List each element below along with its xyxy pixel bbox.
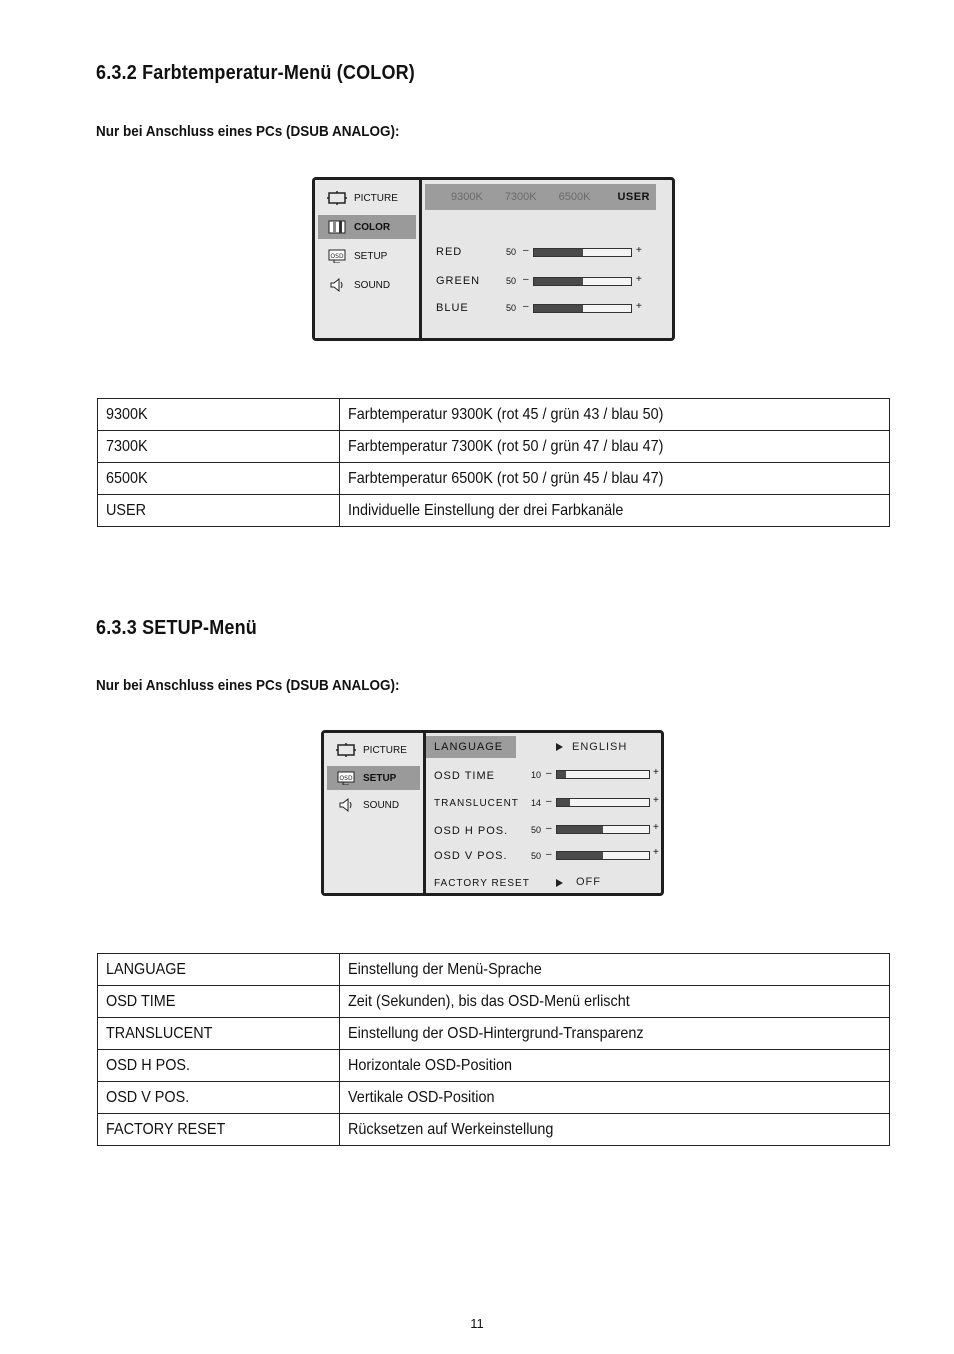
osd-menu-item-color[interactable] — [318, 215, 416, 239]
slider-osd-h-pos[interactable] — [556, 825, 650, 834]
table-row — [98, 954, 890, 986]
plus-icon[interactable]: + — [653, 795, 659, 806]
table-key: 9300K — [106, 405, 148, 423]
minus-icon[interactable]: – — [546, 849, 552, 860]
table-desc: Vertikale OSD-Position — [348, 1088, 495, 1106]
osd-menu-label: PICTURE — [354, 192, 398, 204]
slider-translucent[interactable] — [556, 798, 650, 807]
table-row — [98, 986, 890, 1018]
setup-osd-menu — [321, 730, 664, 896]
tab-9300k[interactable]: 9300K — [451, 191, 483, 203]
slider-fill — [557, 852, 603, 859]
color-temp-tabs — [425, 184, 656, 210]
plus-icon[interactable]: + — [653, 767, 659, 778]
slider-osd-v-pos[interactable] — [556, 851, 650, 860]
slider-blue[interactable] — [533, 304, 632, 313]
table-desc: Farbtemperatur 7300K (rot 50 / grün 47 / blau 47) — [348, 437, 664, 455]
plus-icon[interactable]: + — [653, 847, 659, 858]
slider-label-osd-time: OSD TIME — [434, 770, 495, 782]
slider-fill — [534, 305, 583, 312]
slider-green[interactable] — [533, 277, 632, 286]
slider-value-osd-time: 10 — [531, 770, 542, 780]
svg-text:OSD: OSD — [330, 253, 344, 260]
section-subheading-setup: Nur bei Anschluss eines PCs (DSUB ANALOG): — [96, 677, 400, 694]
slider-fill — [534, 249, 583, 256]
slider-fill — [557, 771, 566, 778]
table-desc: Horizontale OSD-Position — [348, 1056, 513, 1074]
osd-menu-label: SOUND — [354, 279, 391, 291]
plus-icon[interactable]: + — [636, 245, 642, 256]
factory-reset-label: FACTORY RESET — [434, 877, 530, 889]
osd-menu-label: PICTURE — [363, 744, 407, 756]
table-key: USER — [106, 501, 147, 519]
minus-icon[interactable]: – — [523, 274, 529, 285]
slider-label-blue: BLUE — [436, 302, 469, 314]
section-subheading-color: Nur bei Anschluss eines PCs (DSUB ANALOG): — [96, 123, 400, 140]
slider-fill — [557, 826, 603, 833]
svg-text:OSD: OSD — [339, 775, 353, 782]
table-row — [98, 1082, 890, 1114]
osd-sidebar — [315, 180, 422, 338]
table-key: FACTORY RESET — [106, 1120, 226, 1138]
picture-icon — [326, 190, 348, 206]
osd-menu-label: COLOR — [354, 221, 391, 233]
osd-main-panel — [422, 180, 672, 338]
minus-icon[interactable]: – — [546, 768, 552, 779]
arrow-right-icon — [556, 879, 563, 887]
slider-label-translucent: TRANSLUCENT — [434, 797, 519, 809]
table-desc: Einstellung der Menü-Sprache — [348, 960, 542, 978]
osd-menu-item-picture[interactable] — [318, 186, 416, 210]
table-desc: Individuelle Einstellung der drei Farbkanäle — [348, 501, 624, 519]
table-key: 7300K — [106, 437, 148, 455]
table-row — [98, 495, 890, 527]
osd-menu-item-setup[interactable] — [318, 244, 416, 268]
table-row — [98, 1018, 890, 1050]
osd-menu-label: SETUP — [354, 250, 388, 262]
osd-sidebar — [324, 733, 426, 893]
speaker-icon — [326, 277, 348, 293]
table-key: OSD H POS. — [106, 1056, 191, 1074]
plus-icon[interactable]: + — [636, 274, 642, 285]
plus-icon[interactable]: + — [636, 301, 642, 312]
slider-value-osd-v-pos: 50 — [531, 851, 542, 861]
speaker-icon — [335, 797, 357, 813]
minus-icon[interactable]: – — [546, 823, 552, 834]
slider-red[interactable] — [533, 248, 632, 257]
osd-menu-item-setup[interactable] — [327, 766, 420, 790]
minus-icon[interactable]: – — [546, 796, 552, 807]
slider-label-osd-h-pos: OSD H POS. — [434, 825, 509, 837]
osd-menu-label: SOUND — [363, 799, 400, 811]
slider-label-green: GREEN — [436, 275, 481, 287]
color-osd-menu — [312, 177, 675, 341]
minus-icon[interactable]: – — [523, 301, 529, 312]
slider-value-red: 50 — [506, 247, 517, 257]
table-desc: Farbtemperatur 6500K (rot 50 / grün 45 / blau 47) — [348, 469, 664, 487]
slider-label-red: RED — [436, 246, 463, 258]
color-icon — [326, 219, 348, 235]
slider-osd-time[interactable] — [556, 770, 650, 779]
osd-menu-label: SETUP — [363, 772, 397, 784]
section-heading-setup: 6.3.3 SETUP-Menü — [96, 617, 257, 639]
osd-menu-item-sound[interactable] — [327, 793, 420, 817]
osd-main-panel — [426, 733, 661, 893]
table-row — [98, 1050, 890, 1082]
osd-setup-icon — [326, 248, 348, 264]
table-key: OSD TIME — [106, 992, 176, 1010]
language-option[interactable]: LANGUAGE — [426, 736, 516, 758]
table-key: TRANSLUCENT — [106, 1024, 213, 1042]
table-desc: Rücksetzen auf Werkeinstellung — [348, 1120, 554, 1138]
table-row — [98, 431, 890, 463]
table-key: 6500K — [106, 469, 148, 487]
slider-fill — [534, 278, 583, 285]
table-key: OSD V POS. — [106, 1088, 190, 1106]
slider-value-green: 50 — [506, 276, 517, 286]
page-number: 11 — [470, 1316, 484, 1331]
table-row — [98, 399, 890, 431]
table-desc: Farbtemperatur 9300K (rot 45 / grün 43 / blau 50) — [348, 405, 664, 423]
osd-setup-icon — [335, 770, 357, 786]
arrow-right-icon — [556, 743, 563, 751]
section-heading-color: 6.3.2 Farbtemperatur-Menü (COLOR) — [96, 62, 415, 84]
factory-reset-value[interactable]: OFF — [576, 876, 601, 888]
osd-menu-item-picture[interactable] — [327, 738, 420, 762]
osd-menu-item-sound[interactable] — [318, 273, 416, 297]
picture-icon — [335, 742, 357, 758]
setup-table — [97, 953, 890, 1146]
table-row — [98, 463, 890, 495]
slider-label-osd-v-pos: OSD V POS. — [434, 850, 508, 862]
slider-value-osd-h-pos: 50 — [531, 825, 542, 835]
slider-value-translucent: 14 — [531, 798, 542, 808]
table-row — [98, 1114, 890, 1146]
table-desc: Zeit (Sekunden), bis das OSD-Menü erlischt — [348, 992, 630, 1010]
table-desc: Einstellung der OSD-Hintergrund-Transparenz — [348, 1024, 644, 1042]
tab-6500k[interactable]: 6500K — [558, 191, 591, 203]
color-temp-table — [97, 398, 890, 527]
slider-value-blue: 50 — [506, 303, 517, 313]
language-value[interactable]: ENGLISH — [572, 741, 628, 753]
slider-fill — [557, 799, 570, 806]
tab-7300k[interactable]: 7300K — [504, 191, 537, 203]
minus-icon[interactable]: – — [523, 245, 529, 256]
table-key: LANGUAGE — [106, 960, 187, 978]
plus-icon[interactable]: + — [653, 822, 659, 833]
tab-user[interactable]: USER — [617, 191, 650, 203]
